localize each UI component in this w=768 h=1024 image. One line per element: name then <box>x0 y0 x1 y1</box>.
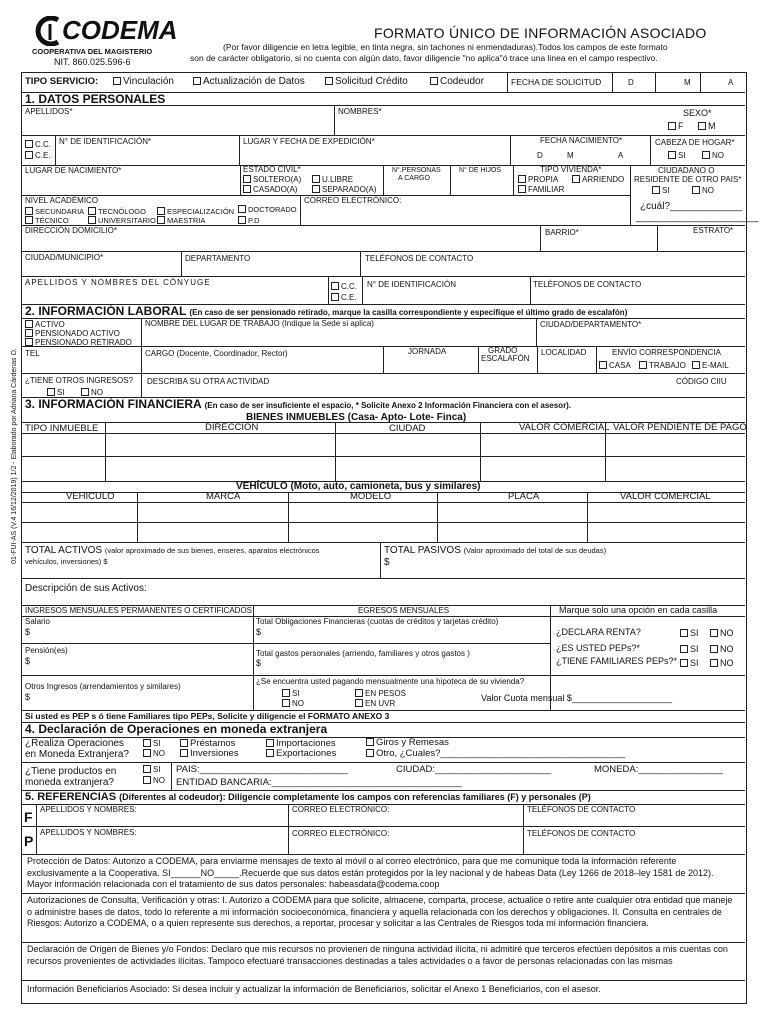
marque-label: Marque solo una opción en cada casilla <box>559 605 718 615</box>
salario-label: Salario <box>25 617 50 626</box>
q2-line-1: ¿Tiene productos en <box>25 766 117 777</box>
casado-check[interactable]: CASADO(A) <box>243 185 297 195</box>
inm-col-valor: VALOR COMERCIAL <box>519 422 610 433</box>
section-1-title: 1. DATOS PERSONALES <box>25 92 166 106</box>
activo-check[interactable]: ACTIVO <box>25 320 65 330</box>
section-4-title: 4. Declaración de Operaciones en moneda extranjera <box>25 722 328 736</box>
nombres-label: NOMBRES* <box>338 107 382 116</box>
logo-name: CODEMA <box>62 15 178 45</box>
otros-ingresos-monto-label: Otros Ingresos (arrendamientos y similares) <box>25 682 181 691</box>
declara-label: ¿DECLARA RENTA? <box>556 627 641 637</box>
pep-no[interactable]: NO <box>710 645 734 655</box>
direccion-label: DIRECCIÓN DOMICILIO* <box>25 226 118 235</box>
ciudadano-no[interactable]: NO <box>692 186 714 196</box>
declara-no[interactable]: NO <box>710 629 734 639</box>
prestamos-check[interactable]: Préstamos <box>180 739 235 749</box>
ciudad-field[interactable]: CIUDAD:______________________ <box>396 764 552 775</box>
propia-check[interactable]: PROPIA <box>518 175 558 185</box>
ref-p-correo: CORREO ELECTRÓNICO: <box>292 829 390 838</box>
pension-label: Pensión(es) <box>25 646 68 655</box>
conyuge-telefonos-label: TELÉFONOS DE CONTACTO <box>533 280 642 289</box>
tel-label: TEL <box>25 349 40 358</box>
proteccion-datos-text: Protección de Datos: Autorizo a CODEMA, para enviarme mensajes de texto al móvil o al correo electrónico, para que me comunique toda la información referente exclusivamente a la Cooperativa. SI______NO_____.Recuerde que sus datos están protegidos por la ley nacional y de habeas Data (Ley 1266 de 2018–ley 1581 de 2012). Mayor información relacionada con el tratamiento de sus datos personales: habeasdata@codema.coop <box>27 856 714 889</box>
beneficiarios-text: Información Beneficiarios Asociado: Si desea incluir y actualizar la información de Beneficiarios, solicitar el Anexo 1 Beneficiarios, con el asesor. <box>27 984 601 994</box>
veh-col-marca: MARCA <box>206 491 241 502</box>
grado-label-1: GRADO <box>488 346 518 355</box>
sexo-m[interactable]: M <box>698 122 716 132</box>
pep-note: Si usted es PEP s ó tiene Familiares tipo PEPs, Solicite y diligencie el FORMATO ANEXO 3 <box>25 711 390 721</box>
vehiculo-title: VEHÍCULO (Moto, auto, camioneta, bus y similares) <box>236 481 481 492</box>
declara-si[interactable]: SI <box>680 629 699 639</box>
section-2-title: 2. INFORMACIÓN LABORAL (En caso de ser pensionado retirado, marque la casilla correspondiente y especifique el último grado de escalafón) <box>25 304 628 318</box>
inm-col-ciudad: CIUDAD <box>389 423 426 434</box>
estado-civil-label: ESTADO CIVIL* <box>243 165 301 174</box>
tecnico-check[interactable]: TÉCNICO <box>25 216 69 225</box>
otro-check[interactable]: Otro, ¿Cuales?___________________________________ <box>366 749 625 759</box>
q2-si[interactable]: SI <box>143 765 161 775</box>
q2-no[interactable]: NO <box>143 776 165 786</box>
salario-dollar[interactable]: $ <box>25 627 31 637</box>
pens-activo-check[interactable]: PENSIONADO ACTIVO <box>25 329 120 339</box>
fam-pep-si[interactable]: SI <box>680 659 699 669</box>
ulibre-check[interactable]: U.LIBRE <box>312 175 353 185</box>
estrato-label: ESTRATO* <box>693 226 734 235</box>
side-version-text: 01-FUI-AS (V.4 16/12/2019) 1/2 - Elaborado por Adriana Cárdenas O. <box>11 348 19 564</box>
veh-col-vehiculo: VEHICULO <box>66 491 115 502</box>
cabeza-no[interactable]: NO <box>702 151 724 161</box>
ce-check[interactable]: C.E. <box>25 151 51 161</box>
pep-si[interactable]: SI <box>680 645 699 655</box>
fecha-nac-m[interactable]: M <box>567 151 574 160</box>
q1-si[interactable]: SI <box>143 739 161 749</box>
personas-cargo-label-2: A CARGO <box>398 175 430 182</box>
inm-col-direccion: DIRECCIÓN <box>205 422 259 433</box>
fecha-a[interactable]: A <box>728 78 734 87</box>
pension-dollar[interactable]: $ <box>25 656 31 666</box>
section-5-title: 5. REFERENCIAS (Diferentes al codeudor): Diligencie completamente los campos con referencias familiares (F) y personales (P) <box>25 791 591 803</box>
lugar-nac-label: LUGAR DE NACIMIENTO* <box>25 166 122 175</box>
opt-actualizacion[interactable]: Actualización de Datos <box>193 76 305 87</box>
ref-p-letter: P <box>24 833 34 849</box>
logo-nit: NIT. 860.025.596-6 <box>54 57 131 67</box>
num-hijos-label: N° DE HIJOS <box>459 167 502 174</box>
pais-field[interactable]: PAIS:____________________________ <box>176 764 348 775</box>
otros-dollar[interactable]: $ <box>25 692 31 702</box>
gastos-dollar[interactable]: $ <box>256 658 262 668</box>
lugar-exp-label: LUGAR Y FECHA DE EXPEDICIÓN* <box>243 137 375 146</box>
maestria-check[interactable]: MAESTRIA <box>157 216 205 225</box>
pd-check[interactable]: P.D <box>238 216 260 225</box>
arriendo-check[interactable]: ARRIENDO <box>572 175 624 185</box>
veh-col-valor: VALOR COMERCIAL <box>620 491 711 502</box>
tot-oblig-dollar[interactable]: $ <box>256 627 262 637</box>
ref-p-telefonos: TELÉFONOS DE CONTACTO <box>527 829 636 838</box>
cual-line: ______________________ <box>636 212 759 223</box>
ref-f-letter: F <box>24 809 33 825</box>
q2-line-2: moneda extranjera? <box>25 777 114 788</box>
importaciones-check[interactable]: Importaciones <box>266 739 336 749</box>
envio-label: ENVÍO CORRESPONDENCIA <box>612 348 721 357</box>
ciudadano-label-1: CIUDADANO O <box>658 166 715 175</box>
lugar-trabajo-label: NOMBRE DEL LUGAR DE TRABAJO (Indique la Sede si aplica) <box>145 319 374 328</box>
giros-check[interactable]: Giros y Remesas <box>366 738 449 748</box>
fam-pep-no[interactable]: NO <box>710 659 734 669</box>
universitario-check[interactable]: UNIVERSITARIO <box>88 216 156 225</box>
origen-fondos-text: Declaración de Origen de Bienes y/o Fondos: Declaro que mis recursos no provienen de ninguna actividad ilícita, ni admitiré que terceros efectúen depósitos a mis cuentas con recursos provenientes de actividades ilícitas. Tampoco efectuaré transacciones destinadas a tales actividades o a favor de personas relacionadas con las mismas <box>27 944 728 966</box>
especializacion-check[interactable]: ESPECIALIZACIÓN <box>157 207 234 216</box>
inmuebles-table <box>21 422 745 482</box>
entidad-field[interactable]: ENTIDAD BANCARIA:____________________________________ <box>176 777 462 788</box>
num-id-label: N° DE IDENTIFICACIÓN* <box>59 137 152 146</box>
header-note-2: son de carácter obligatorio, si no cuenta con algún dato, favor diligencie "no aplica"ó trace una linea en el campo respectivo. <box>190 53 658 63</box>
describa-label: DESCRIBA SU OTRA ACTIVIDAD <box>147 377 270 386</box>
apellidos-label: APELLIDOS* <box>25 107 73 116</box>
hipoteca-en-uvr[interactable]: EN UVR <box>355 699 395 709</box>
descripcion-activos-label: Descripción de sus Activos: <box>25 583 147 594</box>
nivel-academico-label: NIVEL ACADÉMICO <box>25 196 99 205</box>
pens-retirado-check[interactable]: PENSIONADO RETIRADO <box>25 338 132 348</box>
logo-sub1: COOPERATIVA DEL MAGISTERIO <box>32 47 153 56</box>
opt-vinculacion[interactable]: Vinculación <box>113 76 174 87</box>
cuota-mensual-field[interactable]: Valor Cuota mensual $____________________ <box>481 693 672 703</box>
secundaria-check[interactable]: SECUNDARIA <box>25 207 84 216</box>
fecha-m[interactable]: M <box>684 78 691 87</box>
egresos-label: EGRESOS MENSUALES <box>358 606 450 615</box>
fecha-d[interactable]: D <box>628 78 634 87</box>
jornada-label: JORNADA <box>408 347 447 356</box>
total-activos-label: TOTAL ACTIVOS (valor aproximado de sus bienes, enseres, aparatos electrónicos <box>25 545 320 556</box>
fecha-solicitud-label: FECHA DE SOLICITUD <box>511 77 602 87</box>
q1-line-1: ¿Realiza Operaciones <box>25 738 124 749</box>
personas-cargo-label-1: N°.PERSONAS <box>392 167 441 174</box>
familiar-check[interactable]: FAMILIAR <box>518 185 564 195</box>
form-title: FORMATO ÚNICO DE INFORMACIÓN ASOCIADO <box>374 25 707 41</box>
inm-col-tipo: TIPO INMUEBLE <box>25 423 99 434</box>
ciudad-label: CIUDAD/MUNICIPIO* <box>25 253 104 262</box>
inm-col-pendiente: VALOR PENDIENTE DE PAGO <box>613 422 747 433</box>
separado-check[interactable]: SEPARADO(A) <box>312 185 377 195</box>
tecnologo-check[interactable]: TECNÓLOGO <box>88 207 146 216</box>
cabeza-si[interactable]: SI <box>668 151 686 161</box>
moneda-field[interactable]: MONEDA:________________ <box>594 764 723 775</box>
ingresos-label: INGRESOS MENSUALES PERMANENTES O CERTIFICADOS <box>25 606 253 615</box>
tipo-servicio-label: TIPO SERVICIO: <box>25 76 99 87</box>
fam-pep-label: ¿TIENE FAMILIARES PEPs?* <box>556 656 678 666</box>
cual-field[interactable]: ¿cuál?_____________ <box>640 201 743 212</box>
otros-ingresos-si[interactable]: SI <box>47 388 65 398</box>
q1-line-2: en Moneda Extranjera? <box>25 749 129 760</box>
ref-p-apellidos: APELLIDOS Y NOMBRES: <box>40 828 137 837</box>
q1-no[interactable]: NO <box>143 749 165 759</box>
total-activos-sub2[interactable]: vehículos, inversiones) $ <box>25 557 108 566</box>
cargo-label: CARGO (Docente, Coordinador, Rector) <box>145 349 288 358</box>
envio-casa[interactable]: CASA <box>599 361 631 371</box>
barrio-label: BARRIO* <box>545 228 579 237</box>
hipoteca-en-pesos[interactable]: EN PESOS <box>355 689 406 699</box>
hipoteca-si[interactable]: SI <box>282 689 300 699</box>
header-note-1: (Por favor diligencie en letra legible, en tinta negra, sin tachones ni enmendaduras).Todos los campos de este formato <box>223 42 668 52</box>
opt-credito[interactable]: Solicitud Crédito <box>325 76 408 87</box>
fecha-nac-a[interactable]: A <box>618 151 624 160</box>
correo-label: CORREO ELECTRÓNICO: <box>304 196 402 205</box>
total-pasivos-dollar[interactable]: $ <box>384 557 390 568</box>
pep-label: ¿ES USTED PEPs?* <box>556 643 641 653</box>
doctorado-check[interactable]: DOCTORADO <box>238 205 297 214</box>
total-pasivos-label: TOTAL PASIVOS (Valor aproximado del total de sus deudas) <box>384 545 607 556</box>
departamento-label: DEPARTAMENTO <box>185 254 251 263</box>
ciudadano-si[interactable]: SI <box>652 186 670 196</box>
autorizaciones-text: Autorizaciones de Consulta, Verificación y otras: I. Autorizo a CODEMA para que solicite, almacene, comparta, procese, actualice o retire ante cualquier otra entidad que maneje o administre bases de datos, todo lo referente a mi información socioeconómica, financiera y aquella relacionada con los derechos y obligaciones. II. Consulta en centrales de Riesgos: Autorizo a CODEMA, o a quien represente sus derechos, a reportar, procesar y solicitar a las Centrales de Riesgos toda mi información financiera. <box>27 895 733 928</box>
veh-col-modelo: MODELO <box>350 491 392 502</box>
otros-ingresos-no[interactable]: NO <box>81 388 103 398</box>
veh-col-placa: PLACA <box>508 491 540 502</box>
conyuge-id-label: N° DE IDENTIFICACIÓN <box>367 280 456 289</box>
ref-f-apellidos: APELLIDOS Y NOMBRES: <box>40 805 137 814</box>
exportaciones-check[interactable]: Exportaciones <box>266 749 336 759</box>
tot-oblig-label: Total Obligaciones Financieras (cuotas de créditos y tarjetas crédito) <box>256 617 499 626</box>
ref-f-correo: CORREO ELECTRÓNICO: <box>292 805 390 814</box>
ciudad-depto-label: CIUDAD/DEPARTAMENTO* <box>540 320 642 329</box>
fecha-nac-d[interactable]: D <box>537 151 543 160</box>
cc-check[interactable]: C.C. <box>25 140 51 150</box>
conyuge-label: APELLIDOS Y NOMBRES DEL CÓNYUGE <box>25 278 211 287</box>
section-3-title: 3. INFORMACIÓN FINANCIERA (En caso de ser insuficiente el espacio, * Solicite Anexo 2 Información Financiera con el asesor). <box>25 397 572 411</box>
inmuebles-title: BIENES INMUEBLES (Casa- Apto- Lote- Finca) <box>246 412 467 423</box>
telefonos-label: TELÉFONOS DE CONTACTO <box>365 254 474 263</box>
conyuge-cc[interactable]: C.C. <box>331 282 357 292</box>
hipoteca-label: ¿Se encuentra usted pagando mensualmente una hipoteca de su vivienda? <box>256 677 525 686</box>
sexo-label: SEXO* <box>683 108 712 118</box>
ciudadano-label-2: RESIDENTE DE OTRO PAIS* <box>634 175 742 184</box>
fecha-nac-label: FECHA NACIMIENTO* <box>540 136 623 145</box>
ref-f-telefonos: TELÉFONOS DE CONTACTO <box>527 805 636 814</box>
cabeza-hogar-label: CABEZA DE HOGAR* <box>655 138 735 147</box>
vivienda-label: TIPO VIVIENDA* <box>540 165 602 174</box>
envio-email[interactable]: E-MAIL <box>692 361 729 371</box>
logo <box>28 16 178 76</box>
soltero-check[interactable]: SOLTERO(A) <box>243 175 301 185</box>
sexo-f[interactable]: F <box>668 122 684 132</box>
inversiones-check[interactable]: Inversiones <box>180 749 239 759</box>
opt-codeudor[interactable]: Codeudor <box>430 76 484 87</box>
hipoteca-no[interactable]: NO <box>282 699 304 709</box>
ciiu-label: CÓDIGO CIIU <box>676 377 727 386</box>
localidad-label: LOCALIDAD <box>541 348 587 357</box>
conyuge-ce[interactable]: C.E. <box>331 293 357 303</box>
otros-ingresos-label: ¿TIENE OTROS INGRESOS? <box>25 376 134 385</box>
envio-trabajo[interactable]: TRABAJO <box>639 361 686 371</box>
gastos-label: Total gastos personales (arriendo, familiares y otros gastos ) <box>256 649 470 658</box>
grado-label-2: ESCALAFÓN <box>481 354 530 363</box>
